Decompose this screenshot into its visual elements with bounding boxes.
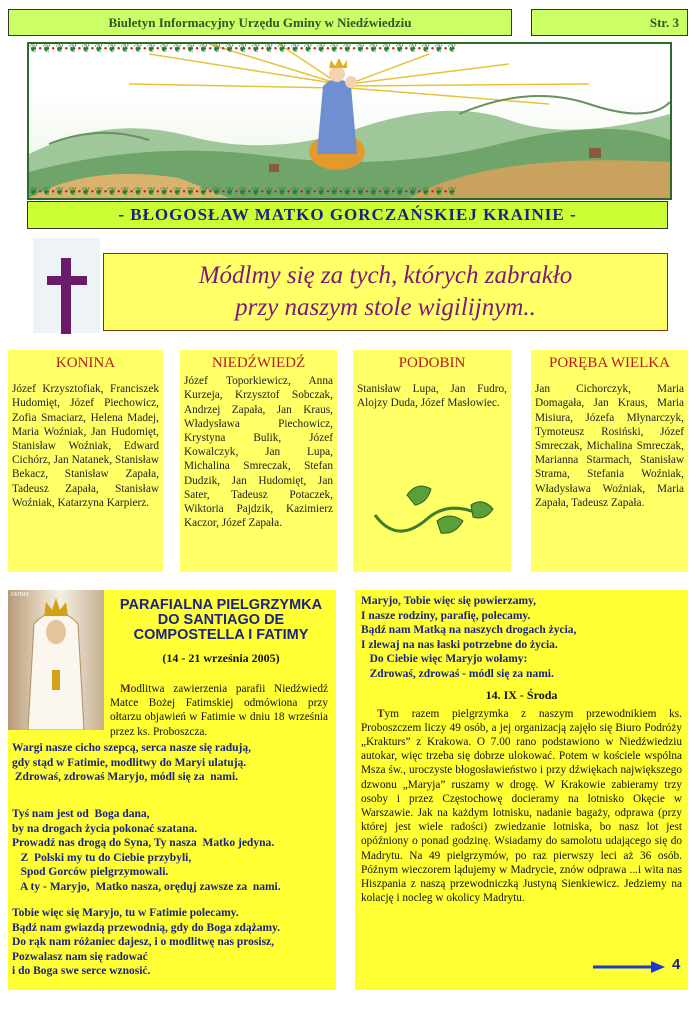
photo-caption: FATIMA <box>11 592 29 598</box>
village-names: Józef Krzysztofiak, Franciszek Hudomięt, Józef Piechowicz, Zofia Smaciarz, Helena Madej, Maria Woźniak, Jan Hudomięt, Stanisław Woźniak, Edward Cichórz, Jan Natanek, Stanisław Bekacz, Stanisław Zapała, Tadeusz Zapała, Stanisław Woźniak, Katarzyna Karpierz. <box>12 383 159 509</box>
prayer-stanza-4 <box>361 594 682 682</box>
bulletin-title-box <box>8 9 512 36</box>
intro-dropcap: M <box>120 683 131 695</box>
page-label-box <box>531 9 688 36</box>
page-label: Str. 3 <box>649 14 679 30</box>
verse-line: Zdrowaś, zdrowaś Maryjo, módl się za nami. <box>12 771 239 784</box>
memorial-prayer-box <box>103 253 668 331</box>
verse-line: Z Polski my tu do Ciebie przybyli, <box>12 851 192 864</box>
prayer-stanza-3 <box>12 906 332 979</box>
report-dropcap: T <box>377 707 385 720</box>
verse-line: by na drogach życia pokonać szatana. <box>12 822 198 835</box>
verse-line: Zdrowaś, zdrowaś - módl się za nami. <box>361 667 554 680</box>
pilgrimage-intro <box>110 682 328 739</box>
village-heading: PORĘBA WIELKA <box>549 355 670 371</box>
verse-line: Bądź nam gwiazdą przewodnią, gdy do Boga zdążamy. <box>12 921 281 934</box>
landscape-drawing <box>29 44 670 198</box>
verse-line: I nasze rodziny, parafię, polecamy. <box>361 609 531 622</box>
next-page-number[interactable]: 4 <box>672 956 681 973</box>
village-heading: KONINA <box>55 355 116 371</box>
verse-line: i do Boga swe serce wznosić. <box>12 965 151 978</box>
verse-line: A ty - Maryjo, Matko nasza, orędųj zawsze za nami. <box>12 880 281 893</box>
village-heading: NIEDŹWIEDŹ <box>211 355 306 371</box>
prayer-stanza-2 <box>12 807 332 895</box>
intro-text: odlitwa zawierzenia parafii Niedźwiedź Matce Bożej Fatimskiej odmówiona przy ołtarzu objawień w Fatimie w dniu 18 września przez ks. Proboszcza. <box>110 683 328 738</box>
verse-line: gdy stąd w Fatimie, modlitwy do Maryi ulatują. <box>12 756 247 769</box>
village-names: Stanisław Lupa, Jan Fudro, Alojzy Duda, Józef Masłowiec. <box>357 383 507 410</box>
pilgrimage-title: PARAFIALNA PIELGRZYMKA DO SANTIAGO DE COMPOSTELLA I FATIMY <box>119 597 323 643</box>
verse-line: Tyś nam jest od Boga dana, <box>12 808 150 820</box>
banner-text: - BŁOGOSŁAW MATKO GORCZAŃSKIEJ KRAINIE - <box>118 205 577 224</box>
day-heading: 14. IX - Środa <box>485 687 558 702</box>
village-names: Jan Cichorczyk, Maria Domagała, Jan Kraus, Maria Misiura, Józefa Młynarczyk, Tymoteusz Rosiński, Józef Smreczak, Michalina Smreczak, Marianna Starmach, Stanisław Strama, Stefania Woźniak, Władysława Woźniak, Maria Zapała, Tadeusz Zapała. <box>535 383 684 509</box>
verse-line: I zlewaj na nas łaski potrzebne do życia. <box>361 638 558 651</box>
holly-border-bottom: ❦•❦•❦•❦•❦•❦•❦•❦•❦•❦•❦•❦•❦•❦•❦•❦•❦•❦•❦•❦•❦•❦•❦•❦•❦•❦•❦•❦•❦•❦•❦•❦•❦ <box>29 186 457 198</box>
pilgrimage-dates: (14 - 21 września 2005) <box>162 651 280 665</box>
continue-arrow-icon <box>593 961 665 973</box>
report-text: ym razem pielgrzymka z naszym przewodnikiem ks. Proboszczem liczy 49 osób, a jej organizacją zajęło się Biuro Podróży „Krakturs” z Krakowa. O 7.00 rano podstawiono w Niedźwiedziu autokar, więc trzeba się dobrze ulokować. Potem w kościele wspólna Msza św., uroczyste błogosławieństwo i przy dźwiękach największego dzwonu „Maryja” ruszamy w drogę. W Krakowie zabieramy trzy osoby i przez Częstochowę docieramy na lotnisko Okęcie w Warszawie. Jak na każdym lotnisku, nadanie bagaży, odprawa (przy której jest wiele radości) zwiedzanie lotniska, bo nasz lot jest opóźniony o ponad godzinę. Wsiadamy do samolotu udającego się do Madrytu. Na 49 pielgrzymów, po raz pierwszy leci aż 36 osób. Późnym wieczorem lądujemy w Madrycie, znów odprawa ...i wita nas Hiszpania z naszą przewodniczką Justyną Sienkiewicz. Jedziemy na kolację i nocleg w okolicy Madrytu. <box>361 707 682 905</box>
village-names: Józef Toporkiewicz, Anna Kurzeja, Krzysztof Sobczak, Andrzej Zapała, Jan Kraus, Władysława Piechowicz, Krystyna Bulik, Józef Kowalczyk, Jan Lupa, Michalina Smreczak, Stefan Dudzik, Jan Hudomięt, Jan Sater, Tadeusz Potaczek, Wiktoria Pajdzik, Kazimierz Kaczor, Józef Zapała. <box>184 375 333 530</box>
travel-report <box>361 707 682 906</box>
verse-line: Do rąk nam różaniec dajesz, i o modlitwę nas prosisz, <box>12 936 275 949</box>
cross-icon <box>61 258 71 334</box>
verse-line: Pozwalasz nam się radować <box>12 950 148 963</box>
verse-line: Wargi nasze cicho szepcą, serca nasze się radują, <box>12 742 252 754</box>
verse-line: Do Ciebie więc Maryjo wołamy: <box>361 653 528 666</box>
prayer-line-1: Módlmy się za tych, których zabrakło <box>198 262 573 289</box>
verse-line: Maryjo, Tobie więc się powierzamy, <box>361 595 537 607</box>
verse-line: Spod Gorców pielgrzymowali. <box>12 866 169 879</box>
cross-icon-bar <box>47 276 87 285</box>
village-heading: PODOBIN <box>398 355 466 371</box>
verse-line: Tobie więc się Maryjo, tu w Fatimie polecamy. <box>12 907 239 919</box>
madonna-landscape-illustration <box>27 42 672 200</box>
bulletin-title: Biuletyn Informacyjny Urzędu Gminy w Niedźwiedziu <box>108 14 412 30</box>
holly-border-top: ❦•❦•❦•❦•❦•❦•❦•❦•❦•❦•❦•❦•❦•❦•❦•❦•❦•❦•❦•❦•❦•❦•❦•❦•❦•❦•❦•❦•❦•❦•❦•❦•❦ <box>29 43 457 55</box>
pilgrimage-continuation-box <box>355 590 688 990</box>
village-column-niedzwiedz <box>180 350 337 572</box>
verse-line: Bądź nam Matką na naszych drogach życia, <box>361 624 577 637</box>
village-column-poreba-wielka <box>531 350 688 572</box>
village-column-konina <box>8 350 163 572</box>
prayer-stanza-1 <box>12 741 332 785</box>
madonna-icon <box>8 590 104 730</box>
prayer-line-2: przy naszym stole wigilijnym.. <box>235 294 536 321</box>
vine-ornament-icon <box>367 475 497 545</box>
banner <box>27 201 668 229</box>
verse-line: Prowadź nas drogą do Syna, Ty nasza Matko jedyna. <box>12 837 275 850</box>
village-column-podobin <box>353 350 511 572</box>
fatima-statue-photo <box>8 590 104 730</box>
